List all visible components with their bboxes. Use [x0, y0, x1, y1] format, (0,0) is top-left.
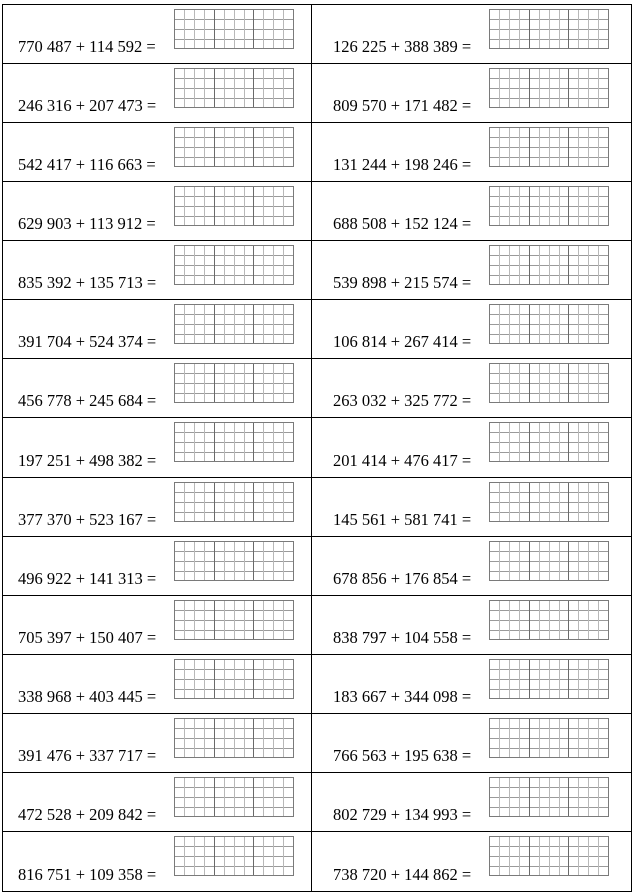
answer-grid-cell[interactable]	[490, 660, 530, 698]
answer-grid-box[interactable]	[489, 363, 609, 403]
answer-grid-box[interactable]	[174, 68, 294, 108]
answer-grid-cell[interactable]	[254, 423, 293, 461]
answer-grid-cell[interactable]	[569, 483, 608, 521]
answer-grid-cell[interactable]	[530, 246, 570, 284]
problem-row	[3, 359, 631, 418]
answer-grid-cell[interactable]	[569, 601, 608, 639]
answer-grid-box[interactable]	[174, 304, 294, 344]
answer-grid-box[interactable]	[174, 541, 294, 581]
answer-grid-cell[interactable]	[215, 542, 255, 580]
addition-expression: 838 797 + 104 558 =	[333, 627, 472, 647]
problem-cell-right	[312, 655, 631, 713]
answer-grid-cell[interactable]	[254, 719, 293, 757]
addition-expression: 377 370 + 523 167 =	[18, 509, 157, 529]
answer-grid-box[interactable]	[174, 9, 294, 49]
answer-grid-cell[interactable]	[490, 719, 530, 757]
answer-grid-cell[interactable]	[175, 246, 215, 284]
addition-expression: 629 903 + 113 912 =	[18, 214, 156, 234]
answer-grid-cell[interactable]	[530, 660, 570, 698]
answer-grid-cell[interactable]	[530, 69, 570, 107]
answer-grid-box[interactable]	[174, 482, 294, 522]
answer-grid-box[interactable]	[489, 68, 609, 108]
answer-grid-cell[interactable]	[215, 10, 255, 48]
answer-grid-cell[interactable]	[490, 778, 530, 816]
addition-expression: 201 414 + 476 417 =	[333, 450, 472, 470]
answer-grid-box[interactable]	[174, 777, 294, 817]
answer-grid-box[interactable]	[174, 422, 294, 462]
answer-grid-box[interactable]	[489, 482, 609, 522]
problem-cell-left	[3, 478, 312, 536]
answer-grid-box[interactable]	[489, 186, 609, 226]
answer-grid-cell[interactable]	[254, 128, 293, 166]
answer-grid-cell[interactable]	[254, 660, 293, 698]
answer-grid-cell[interactable]	[490, 837, 530, 875]
answer-grid-cell[interactable]	[569, 423, 608, 461]
answer-grid-cell[interactable]	[569, 187, 608, 225]
answer-grid-cell[interactable]	[254, 305, 293, 343]
answer-grid-box[interactable]	[489, 127, 609, 167]
addition-expression: 263 032 + 325 772 =	[333, 391, 472, 411]
problem-cell-right	[312, 418, 631, 476]
answer-grid-cell[interactable]	[530, 187, 570, 225]
answer-grid-cell[interactable]	[215, 364, 255, 402]
addition-expression: 145 561 + 581 741 =	[333, 509, 472, 529]
answer-grid-cell[interactable]	[490, 187, 530, 225]
answer-grid-cell[interactable]	[175, 187, 215, 225]
addition-expression: 126 225 + 388 389 =	[333, 37, 472, 57]
problem-row	[3, 596, 631, 655]
answer-grid-cell[interactable]	[490, 305, 530, 343]
problem-cell-right	[312, 537, 631, 595]
problem-row	[3, 714, 631, 773]
addition-expression: 338 968 + 403 445 =	[18, 686, 157, 706]
answer-grid-cell[interactable]	[175, 69, 215, 107]
answer-grid-cell[interactable]	[215, 660, 255, 698]
answer-grid-box[interactable]	[489, 304, 609, 344]
problem-cell-right	[312, 241, 631, 299]
answer-grid-cell[interactable]	[175, 837, 215, 875]
answer-grid-cell[interactable]	[215, 128, 255, 166]
answer-grid-cell[interactable]	[215, 246, 255, 284]
answer-grid-cell[interactable]	[569, 128, 608, 166]
addition-expression: 738 720 + 144 862 =	[333, 864, 472, 884]
addition-expression: 131 244 + 198 246 =	[333, 155, 472, 175]
problem-cell-left	[3, 64, 312, 122]
answer-grid-box[interactable]	[489, 600, 609, 640]
answer-grid-cell[interactable]	[569, 305, 608, 343]
addition-expression: 770 487 + 114 592 =	[18, 37, 156, 57]
problem-cell-right	[312, 832, 631, 891]
addition-expression: 816 751 + 109 358 =	[18, 864, 157, 884]
answer-grid-cell[interactable]	[175, 719, 215, 757]
answer-grid-cell[interactable]	[490, 483, 530, 521]
problem-cell-left	[3, 241, 312, 299]
answer-grid-cell[interactable]	[569, 778, 608, 816]
addition-expression: 106 814 + 267 414 =	[333, 332, 472, 352]
problem-cell-right	[312, 596, 631, 654]
answer-grid-box[interactable]	[489, 659, 609, 699]
answer-grid-cell[interactable]	[490, 364, 530, 402]
answer-grid-cell[interactable]	[569, 364, 608, 402]
addition-expression: 809 570 + 171 482 =	[333, 96, 472, 116]
problem-row	[3, 64, 631, 123]
problem-cell-left	[3, 596, 312, 654]
answer-grid-cell[interactable]	[490, 128, 530, 166]
answer-grid-cell[interactable]	[569, 69, 608, 107]
addition-expression: 539 898 + 215 574 =	[333, 273, 472, 293]
answer-grid-cell[interactable]	[175, 10, 215, 48]
answer-grid-cell[interactable]	[215, 483, 255, 521]
problem-row	[3, 655, 631, 714]
addition-expression: 197 251 + 498 382 =	[18, 450, 157, 470]
answer-grid-cell[interactable]	[569, 10, 608, 48]
addition-expression: 246 316 + 207 473 =	[18, 96, 157, 116]
answer-grid-cell[interactable]	[569, 246, 608, 284]
addition-expression: 391 704 + 524 374 =	[18, 332, 157, 352]
answer-grid-cell[interactable]	[254, 69, 293, 107]
answer-grid-box[interactable]	[174, 836, 294, 876]
problem-cell-right	[312, 182, 631, 240]
answer-grid-cell[interactable]	[254, 837, 293, 875]
answer-grid-cell[interactable]	[175, 601, 215, 639]
answer-grid-cell[interactable]	[215, 837, 255, 875]
problem-row	[3, 123, 631, 182]
answer-grid-cell[interactable]	[175, 364, 215, 402]
answer-grid-cell[interactable]	[254, 778, 293, 816]
answer-grid-cell[interactable]	[175, 305, 215, 343]
answer-grid-cell[interactable]	[530, 128, 570, 166]
answer-grid-cell[interactable]	[530, 423, 570, 461]
answer-grid-cell[interactable]	[254, 246, 293, 284]
answer-grid-box[interactable]	[174, 659, 294, 699]
addition-expression: 496 922 + 141 313 =	[18, 568, 157, 588]
answer-grid-box[interactable]	[489, 541, 609, 581]
addition-worksheet	[2, 4, 632, 892]
problem-cell-right	[312, 123, 631, 181]
answer-grid-cell[interactable]	[215, 69, 255, 107]
answer-grid-cell[interactable]	[175, 128, 215, 166]
answer-grid-cell[interactable]	[490, 542, 530, 580]
addition-expression: 678 856 + 176 854 =	[333, 568, 472, 588]
answer-grid-cell[interactable]	[175, 778, 215, 816]
problem-cell-left	[3, 182, 312, 240]
answer-grid-cell[interactable]	[215, 719, 255, 757]
problem-cell-right	[312, 714, 631, 772]
answer-grid-box[interactable]	[489, 718, 609, 758]
problem-cell-right	[312, 478, 631, 536]
answer-grid-cell[interactable]	[175, 542, 215, 580]
problem-row	[3, 182, 631, 241]
addition-expression: 542 417 + 116 663 =	[18, 155, 156, 175]
answer-grid-cell[interactable]	[530, 542, 570, 580]
answer-grid-box[interactable]	[174, 127, 294, 167]
answer-grid-cell[interactable]	[530, 364, 570, 402]
problem-row	[3, 537, 631, 596]
answer-grid-cell[interactable]	[530, 778, 570, 816]
answer-grid-cell[interactable]	[530, 719, 570, 757]
answer-grid-cell[interactable]	[490, 246, 530, 284]
addition-expression: 688 508 + 152 124 =	[333, 214, 472, 234]
answer-grid-cell[interactable]	[175, 660, 215, 698]
problem-cell-left	[3, 714, 312, 772]
answer-grid-cell[interactable]	[569, 837, 608, 875]
answer-grid-cell[interactable]	[490, 601, 530, 639]
answer-grid-box[interactable]	[489, 777, 609, 817]
answer-grid-cell[interactable]	[490, 10, 530, 48]
answer-grid-cell[interactable]	[175, 423, 215, 461]
problem-cell-left	[3, 418, 312, 476]
answer-grid-cell[interactable]	[254, 10, 293, 48]
answer-grid-box[interactable]	[489, 245, 609, 285]
addition-expression: 472 528 + 209 842 =	[18, 804, 157, 824]
problem-cell-right	[312, 359, 631, 417]
answer-grid-cell[interactable]	[530, 837, 570, 875]
problem-row	[3, 300, 631, 359]
problem-cell-right	[312, 773, 631, 831]
answer-grid-cell[interactable]	[254, 483, 293, 521]
problem-cell-left	[3, 300, 312, 358]
problem-row	[3, 241, 631, 300]
answer-grid-cell[interactable]	[215, 423, 255, 461]
answer-grid-cell[interactable]	[254, 364, 293, 402]
problem-cell-left	[3, 537, 312, 595]
problem-cell-right	[312, 5, 631, 63]
problem-cell-left	[3, 123, 312, 181]
answer-grid-cell[interactable]	[254, 601, 293, 639]
answer-grid-cell[interactable]	[490, 423, 530, 461]
addition-expression: 705 397 + 150 407 =	[18, 627, 157, 647]
answer-grid-cell[interactable]	[530, 483, 570, 521]
answer-grid-cell[interactable]	[490, 69, 530, 107]
answer-grid-cell[interactable]	[530, 10, 570, 48]
problem-cell-right	[312, 300, 631, 358]
problem-row	[3, 418, 631, 477]
problem-row	[3, 773, 631, 832]
answer-grid-cell[interactable]	[530, 601, 570, 639]
addition-expression: 766 563 + 195 638 =	[333, 745, 472, 765]
answer-grid-box[interactable]	[489, 836, 609, 876]
answer-grid-box[interactable]	[489, 9, 609, 49]
problem-cell-left	[3, 773, 312, 831]
answer-grid-cell[interactable]	[254, 187, 293, 225]
addition-expression: 456 778 + 245 684 =	[18, 391, 157, 411]
problem-cell-left	[3, 359, 312, 417]
addition-expression: 835 392 + 135 713 =	[18, 273, 157, 293]
answer-grid-box[interactable]	[174, 718, 294, 758]
answer-grid-cell[interactable]	[215, 187, 255, 225]
problem-cell-left	[3, 655, 312, 713]
answer-grid-box[interactable]	[174, 363, 294, 403]
problem-cell-right	[312, 64, 631, 122]
answer-grid-cell[interactable]	[569, 542, 608, 580]
problem-row	[3, 478, 631, 537]
answer-grid-cell[interactable]	[569, 719, 608, 757]
addition-expression: 802 729 + 134 993 =	[333, 804, 472, 824]
problem-row	[3, 5, 631, 64]
answer-grid-cell[interactable]	[175, 483, 215, 521]
answer-grid-cell[interactable]	[215, 601, 255, 639]
answer-grid-cell[interactable]	[215, 778, 255, 816]
answer-grid-box[interactable]	[489, 422, 609, 462]
answer-grid-cell[interactable]	[569, 660, 608, 698]
addition-expression: 391 476 + 337 717 =	[18, 745, 157, 765]
answer-grid-cell[interactable]	[215, 305, 255, 343]
addition-expression: 183 667 + 344 098 =	[333, 686, 472, 706]
answer-grid-box[interactable]	[174, 186, 294, 226]
answer-grid-cell[interactable]	[254, 542, 293, 580]
problem-cell-left	[3, 5, 312, 63]
answer-grid-cell[interactable]	[530, 305, 570, 343]
answer-grid-box[interactable]	[174, 245, 294, 285]
answer-grid-box[interactable]	[174, 600, 294, 640]
problem-row	[3, 832, 631, 891]
problem-cell-left	[3, 832, 312, 891]
